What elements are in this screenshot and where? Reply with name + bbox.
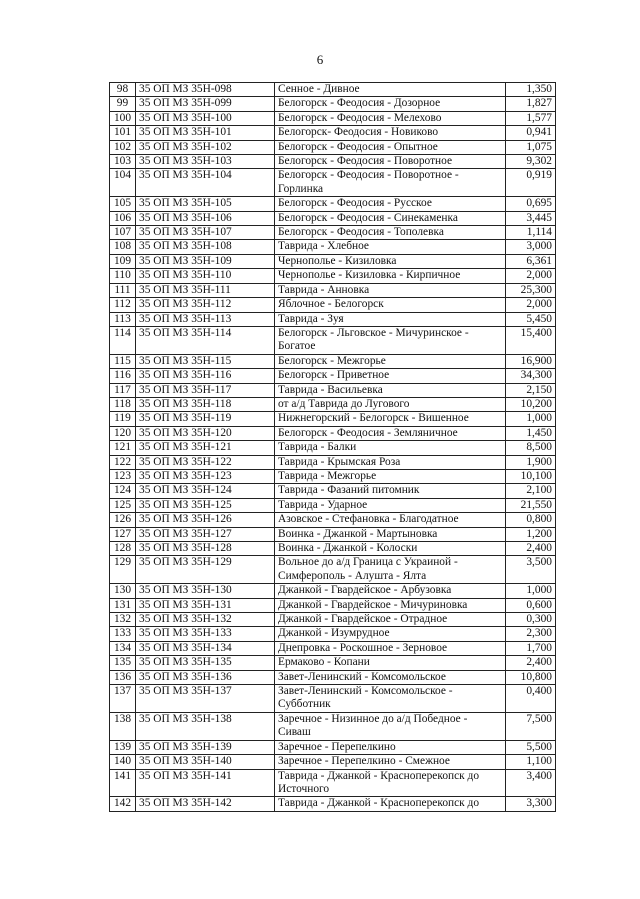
- row-number-cell: 115: [110, 354, 136, 368]
- road-code-cell: 35 ОП МЗ 35Н-101: [136, 126, 275, 140]
- table-row: [110, 755, 556, 769]
- row-number-cell: 124: [110, 484, 136, 498]
- row-number-cell: 127: [110, 527, 136, 541]
- roads-table: [109, 82, 556, 812]
- road-code-cell: 35 ОП МЗ 35Н-125: [136, 498, 275, 512]
- road-length-cell: 2,400: [506, 542, 556, 556]
- road-name-cell: Воинка - Джанкой - Колоски: [275, 542, 506, 556]
- road-length-cell: 0,600: [506, 598, 556, 612]
- row-number-cell: 141: [110, 769, 136, 797]
- road-code-cell: 35 ОП МЗ 35Н-134: [136, 641, 275, 655]
- table-row: [110, 740, 556, 754]
- table-row: [110, 397, 556, 411]
- road-code-cell: 35 ОП МЗ 35Н-114: [136, 326, 275, 354]
- road-code-cell: 35 ОП МЗ 35Н-098: [136, 83, 275, 97]
- row-number-cell: 118: [110, 397, 136, 411]
- table-row: [110, 542, 556, 556]
- road-name-cell: Воинка - Джанкой - Мартыновка: [275, 527, 506, 541]
- road-length-cell: 3,300: [506, 797, 556, 811]
- table-row: [110, 155, 556, 169]
- table-row: [110, 312, 556, 326]
- road-length-cell: 1,827: [506, 97, 556, 111]
- road-name-cell: Таврида - Ударное: [275, 498, 506, 512]
- road-length-cell: 15,400: [506, 326, 556, 354]
- page-number: 6: [316, 52, 324, 67]
- table-row: [110, 484, 556, 498]
- road-code-cell: 35 ОП МЗ 35Н-105: [136, 197, 275, 211]
- road-length-cell: 7,500: [506, 712, 556, 740]
- road-length-cell: 2,400: [506, 656, 556, 670]
- road-length-cell: 9,302: [506, 155, 556, 169]
- row-number-cell: 111: [110, 283, 136, 297]
- road-length-cell: 16,900: [506, 354, 556, 368]
- table-row: [110, 712, 556, 740]
- road-name-cell: Таврида - Фазаний питомник: [275, 484, 506, 498]
- road-name-cell: от а/д Таврида до Лугового: [275, 397, 506, 411]
- row-number-cell: 110: [110, 269, 136, 283]
- road-length-cell: 0,919: [506, 169, 556, 197]
- row-number-cell: 116: [110, 369, 136, 383]
- table-row: [110, 584, 556, 598]
- road-length-cell: 25,300: [506, 283, 556, 297]
- road-length-cell: 0,695: [506, 197, 556, 211]
- table-row: [110, 685, 556, 713]
- road-length-cell: 2,300: [506, 627, 556, 641]
- road-name-cell: Завет-Ленинский - Комсомольское: [275, 670, 506, 684]
- road-name-cell: Белогорск - Феодосия - Тополевка: [275, 226, 506, 240]
- road-name-cell: Белогорск - Феодосия - Русское: [275, 197, 506, 211]
- road-name-cell: Завет-Ленинский - Комсомольское - Субботник: [275, 685, 506, 713]
- road-name-cell: Заречное - Перепелкино: [275, 740, 506, 754]
- row-number-cell: 129: [110, 556, 136, 584]
- table-row: [110, 326, 556, 354]
- road-length-cell: 2,000: [506, 269, 556, 283]
- row-number-cell: 113: [110, 312, 136, 326]
- row-number-cell: 128: [110, 542, 136, 556]
- road-name-cell: Сенное - Дивное: [275, 83, 506, 97]
- table-row: [110, 598, 556, 612]
- road-code-cell: 35 ОП МЗ 35Н-117: [136, 383, 275, 397]
- table-row: [110, 226, 556, 240]
- road-name-cell: Джанкой - Гвардейское - Отрадное: [275, 613, 506, 627]
- road-name-cell: Азовское - Стефановка - Благодатное: [275, 513, 506, 527]
- road-name-cell: Таврида - Балки: [275, 441, 506, 455]
- table-row: [110, 298, 556, 312]
- table-row: [110, 383, 556, 397]
- road-length-cell: 1,350: [506, 83, 556, 97]
- row-number-cell: 99: [110, 97, 136, 111]
- road-length-cell: 1,100: [506, 755, 556, 769]
- road-code-cell: 35 ОП МЗ 35Н-115: [136, 354, 275, 368]
- road-length-cell: 3,000: [506, 240, 556, 254]
- row-number-cell: 114: [110, 326, 136, 354]
- table-row: [110, 627, 556, 641]
- road-length-cell: 1,000: [506, 412, 556, 426]
- road-length-cell: 1,900: [506, 455, 556, 469]
- road-name-cell: Таврида - Джанкой - Красноперекопск до: [275, 797, 506, 811]
- road-code-cell: 35 ОП МЗ 35Н-100: [136, 111, 275, 125]
- road-name-cell: Таврида - Васильевка: [275, 383, 506, 397]
- road-name-cell: Ермаково - Копани: [275, 656, 506, 670]
- road-name-cell: Джанкой - Гвардейское - Мичуриновка: [275, 598, 506, 612]
- road-code-cell: 35 ОП МЗ 35Н-129: [136, 556, 275, 584]
- road-name-cell: Белогорск - Льговское - Мичуринское - Богатое: [275, 326, 506, 354]
- road-length-cell: 10,800: [506, 670, 556, 684]
- table-row: [110, 441, 556, 455]
- row-number-cell: 101: [110, 126, 136, 140]
- row-number-cell: 112: [110, 298, 136, 312]
- row-number-cell: 120: [110, 426, 136, 440]
- road-name-cell: Белогорск - Феодосия - Поворотное: [275, 155, 506, 169]
- road-code-cell: 35 ОП МЗ 35Н-128: [136, 542, 275, 556]
- road-name-cell: Вольное до а/д Граница с Украиной - Симферополь - Алушта - Ялта: [275, 556, 506, 584]
- table-row: [110, 269, 556, 283]
- row-number-cell: 98: [110, 83, 136, 97]
- road-length-cell: 21,550: [506, 498, 556, 512]
- table-row: [110, 354, 556, 368]
- road-length-cell: 1,114: [506, 226, 556, 240]
- row-number-cell: 122: [110, 455, 136, 469]
- road-name-cell: Белогорск - Приветное: [275, 369, 506, 383]
- table-row: [110, 111, 556, 125]
- row-number-cell: 131: [110, 598, 136, 612]
- table-row: [110, 513, 556, 527]
- road-length-cell: 1,577: [506, 111, 556, 125]
- row-number-cell: 104: [110, 169, 136, 197]
- table-row: [110, 556, 556, 584]
- road-length-cell: 1,075: [506, 140, 556, 154]
- row-number-cell: 103: [110, 155, 136, 169]
- road-code-cell: 35 ОП МЗ 35Н-138: [136, 712, 275, 740]
- road-name-cell: Заречное - Перепелкино - Смежное: [275, 755, 506, 769]
- road-code-cell: 35 ОП МЗ 35Н-133: [136, 627, 275, 641]
- road-code-cell: 35 ОП МЗ 35Н-124: [136, 484, 275, 498]
- row-number-cell: 109: [110, 254, 136, 268]
- road-length-cell: 10,200: [506, 397, 556, 411]
- table-row: [110, 254, 556, 268]
- table-row: [110, 797, 556, 811]
- road-name-cell: Чернополье - Кизиловка - Кирпичное: [275, 269, 506, 283]
- road-code-cell: 35 ОП МЗ 35Н-106: [136, 211, 275, 225]
- road-name-cell: Заречное - Низинное до а/д Победное - Сиваш: [275, 712, 506, 740]
- road-name-cell: Белогорск - Феодосия - Синекаменка: [275, 211, 506, 225]
- road-name-cell: Белогорск - Феодосия - Земляничное: [275, 426, 506, 440]
- road-code-cell: 35 ОП МЗ 35Н-132: [136, 613, 275, 627]
- table-row: [110, 211, 556, 225]
- row-number-cell: 123: [110, 469, 136, 483]
- road-code-cell: 35 ОП МЗ 35Н-102: [136, 140, 275, 154]
- row-number-cell: 137: [110, 685, 136, 713]
- road-code-cell: 35 ОП МЗ 35Н-121: [136, 441, 275, 455]
- road-code-cell: 35 ОП МЗ 35Н-130: [136, 584, 275, 598]
- road-code-cell: 35 ОП МЗ 35Н-113: [136, 312, 275, 326]
- row-number-cell: 135: [110, 656, 136, 670]
- roads-table-body: [110, 83, 556, 812]
- table-row: [110, 613, 556, 627]
- road-code-cell: 35 ОП МЗ 35Н-122: [136, 455, 275, 469]
- row-number-cell: 136: [110, 670, 136, 684]
- table-row: [110, 670, 556, 684]
- road-length-cell: 1,700: [506, 641, 556, 655]
- table-row: [110, 641, 556, 655]
- row-number-cell: 133: [110, 627, 136, 641]
- road-length-cell: 3,400: [506, 769, 556, 797]
- row-number-cell: 117: [110, 383, 136, 397]
- road-length-cell: 0,300: [506, 613, 556, 627]
- road-length-cell: 2,000: [506, 298, 556, 312]
- road-name-cell: Днепровка - Роскошное - Зерновое: [275, 641, 506, 655]
- road-code-cell: 35 ОП МЗ 35Н-120: [136, 426, 275, 440]
- table-row: [110, 656, 556, 670]
- row-number-cell: 108: [110, 240, 136, 254]
- table-row: [110, 240, 556, 254]
- table-row: [110, 97, 556, 111]
- table-row: [110, 769, 556, 797]
- row-number-cell: 142: [110, 797, 136, 811]
- road-code-cell: 35 ОП МЗ 35Н-139: [136, 740, 275, 754]
- row-number-cell: 134: [110, 641, 136, 655]
- table-row: [110, 527, 556, 541]
- road-name-cell: Белогорск- Феодосия - Новиково: [275, 126, 506, 140]
- road-length-cell: 6,361: [506, 254, 556, 268]
- road-code-cell: 35 ОП МЗ 35Н-142: [136, 797, 275, 811]
- road-code-cell: 35 ОП МЗ 35Н-111: [136, 283, 275, 297]
- road-name-cell: Таврида - Джанкой - Красноперекопск до Источного: [275, 769, 506, 797]
- road-length-cell: 0,800: [506, 513, 556, 527]
- road-name-cell: Белогорск - Феодосия - Опытное: [275, 140, 506, 154]
- table-row: [110, 169, 556, 197]
- road-name-cell: Таврида - Крымская Роза: [275, 455, 506, 469]
- road-code-cell: 35 ОП МЗ 35Н-119: [136, 412, 275, 426]
- road-name-cell: Таврида - Межгорье: [275, 469, 506, 483]
- road-length-cell: 5,450: [506, 312, 556, 326]
- table-row: [110, 283, 556, 297]
- road-name-cell: Яблочное - Белогорск: [275, 298, 506, 312]
- road-name-cell: Джанкой - Изумрудное: [275, 627, 506, 641]
- road-name-cell: Белогорск - Межгорье: [275, 354, 506, 368]
- row-number-cell: 105: [110, 197, 136, 211]
- table-row: [110, 412, 556, 426]
- road-name-cell: Белогорск - Феодосия - Поворотное - Горлинка: [275, 169, 506, 197]
- road-length-cell: 3,445: [506, 211, 556, 225]
- road-name-cell: Джанкой - Гвардейское - Арбузовка: [275, 584, 506, 598]
- row-number-cell: 100: [110, 111, 136, 125]
- road-code-cell: 35 ОП МЗ 35Н-118: [136, 397, 275, 411]
- road-length-cell: 2,150: [506, 383, 556, 397]
- road-code-cell: 35 ОП МЗ 35Н-104: [136, 169, 275, 197]
- row-number-cell: 106: [110, 211, 136, 225]
- road-code-cell: 35 ОП МЗ 35Н-126: [136, 513, 275, 527]
- table-row: [110, 426, 556, 440]
- table-row: [110, 369, 556, 383]
- road-code-cell: 35 ОП МЗ 35Н-127: [136, 527, 275, 541]
- row-number-cell: 126: [110, 513, 136, 527]
- road-name-cell: Чернополье - Кизиловка: [275, 254, 506, 268]
- road-code-cell: 35 ОП МЗ 35Н-112: [136, 298, 275, 312]
- road-code-cell: 35 ОП МЗ 35Н-099: [136, 97, 275, 111]
- table-row: [110, 126, 556, 140]
- road-name-cell: Таврида - Хлебное: [275, 240, 506, 254]
- table-row: [110, 197, 556, 211]
- row-number-cell: 121: [110, 441, 136, 455]
- road-length-cell: 1,000: [506, 584, 556, 598]
- road-code-cell: 35 ОП МЗ 35Н-136: [136, 670, 275, 684]
- row-number-cell: 119: [110, 412, 136, 426]
- road-name-cell: Таврида - Анновка: [275, 283, 506, 297]
- table-row: [110, 455, 556, 469]
- road-length-cell: 1,200: [506, 527, 556, 541]
- road-length-cell: 34,300: [506, 369, 556, 383]
- row-number-cell: 138: [110, 712, 136, 740]
- table-row: [110, 498, 556, 512]
- road-code-cell: 35 ОП МЗ 35Н-103: [136, 155, 275, 169]
- road-name-cell: Белогорск - Феодосия - Дозорное: [275, 97, 506, 111]
- road-length-cell: 3,500: [506, 556, 556, 584]
- road-code-cell: 35 ОП МЗ 35Н-131: [136, 598, 275, 612]
- row-number-cell: 140: [110, 755, 136, 769]
- road-length-cell: 10,100: [506, 469, 556, 483]
- road-name-cell: Нижнегорский - Белогорск - Вишенное: [275, 412, 506, 426]
- road-length-cell: 0,941: [506, 126, 556, 140]
- row-number-cell: 139: [110, 740, 136, 754]
- road-code-cell: 35 ОП МЗ 35Н-135: [136, 656, 275, 670]
- table-row: [110, 83, 556, 97]
- table-row: [110, 469, 556, 483]
- road-length-cell: 8,500: [506, 441, 556, 455]
- road-code-cell: 35 ОП МЗ 35Н-108: [136, 240, 275, 254]
- row-number-cell: 132: [110, 613, 136, 627]
- row-number-cell: 107: [110, 226, 136, 240]
- table-row: [110, 140, 556, 154]
- road-name-cell: Белогорск - Феодосия - Мелехово: [275, 111, 506, 125]
- road-length-cell: 5,500: [506, 740, 556, 754]
- road-length-cell: 0,400: [506, 685, 556, 713]
- row-number-cell: 130: [110, 584, 136, 598]
- road-length-cell: 2,100: [506, 484, 556, 498]
- row-number-cell: 125: [110, 498, 136, 512]
- road-code-cell: 35 ОП МЗ 35Н-123: [136, 469, 275, 483]
- road-name-cell: Таврида - Зуя: [275, 312, 506, 326]
- road-code-cell: 35 ОП МЗ 35Н-140: [136, 755, 275, 769]
- road-code-cell: 35 ОП МЗ 35Н-107: [136, 226, 275, 240]
- road-code-cell: 35 ОП МЗ 35Н-110: [136, 269, 275, 283]
- road-code-cell: 35 ОП МЗ 35Н-116: [136, 369, 275, 383]
- road-code-cell: 35 ОП МЗ 35Н-137: [136, 685, 275, 713]
- road-code-cell: 35 ОП МЗ 35Н-141: [136, 769, 275, 797]
- row-number-cell: 102: [110, 140, 136, 154]
- road-length-cell: 1,450: [506, 426, 556, 440]
- road-code-cell: 35 ОП МЗ 35Н-109: [136, 254, 275, 268]
